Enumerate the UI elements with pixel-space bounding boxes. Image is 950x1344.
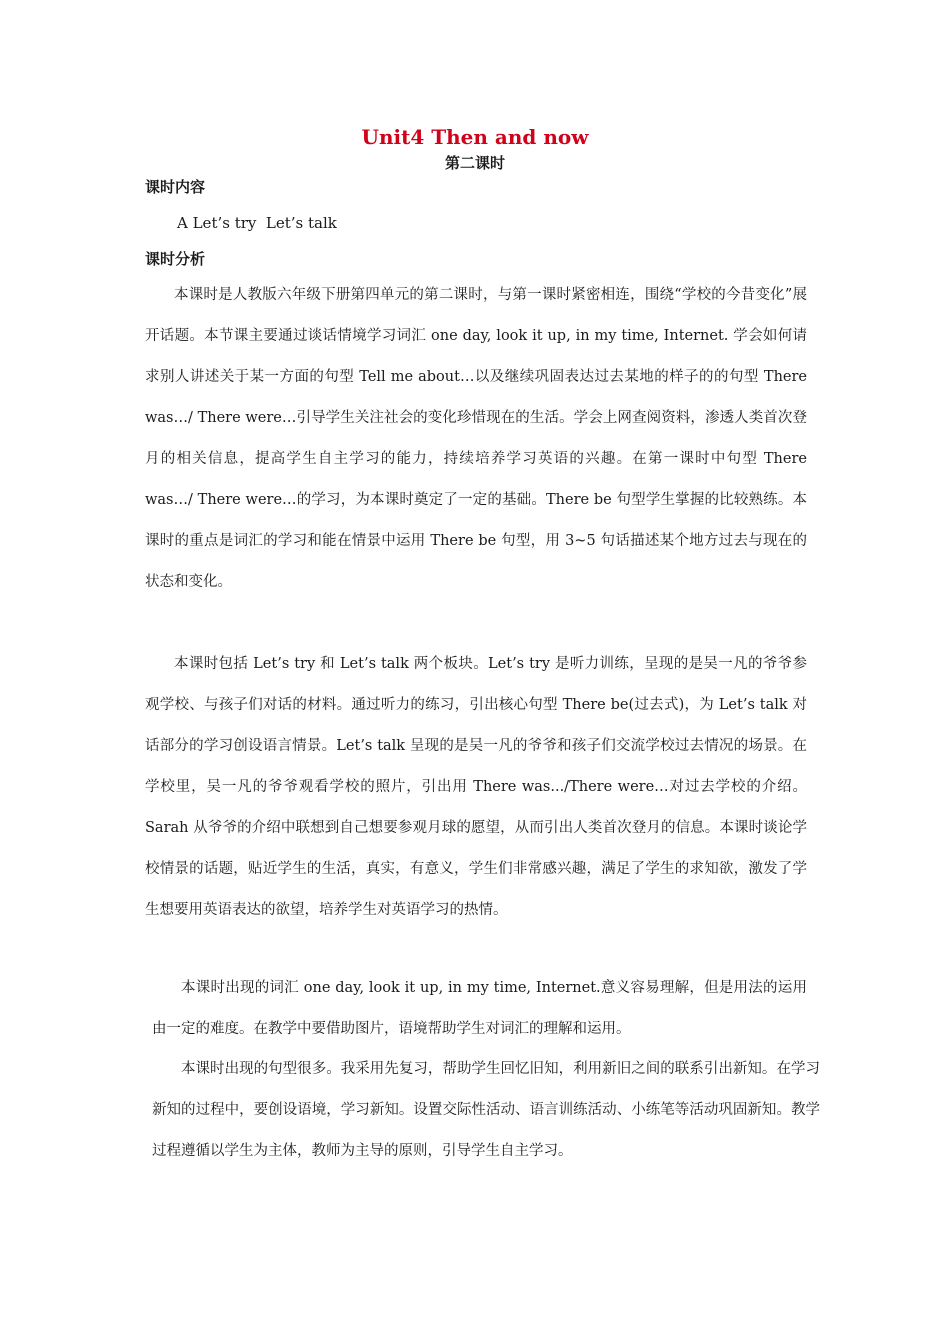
analysis-paragraph-1: 本课时是人教版六年级下册第四单元的第二课时，与第一课时紧密相连，围绕“学校的今昔变化”展开话题。本节课主要通过谈话情境学习词汇 one day, look it up, in my time, Internet. 学会如何请求别人讲述关于某一方面的句型 Tell me about…以及继续巩固表达过去某地的样子的的句型 There was…/ There were…引导学生关注社会的变化珍惜现在的生活。学会上网查阅资料，渗透人类首次登月的相关信息，提高学生自主学习的能力，持续培养学习英语的兴趣。在第一课时中句型 There was…/ There were…的学习，为本课时奠定了一定的基础。There be 句型学生掌握的比较熟练。本课时的重点是词汇的学习和能在情景中运用 There be 句型，用 3~5 句话描述某个地方过去与现在的状态和变化。 <box>145 287 807 590</box>
section-heading-content: 课时内容 <box>145 178 206 196</box>
section-heading-analysis: 课时分析 <box>145 250 206 268</box>
analysis-paragraph-4: 本课时出现的句型很多。我采用先复习，帮助学生回忆旧知，利用新旧之间的联系引出新知。在学习新知的过程中，要创设语境，学习新知。设置交际性活动、语言训练活动、小练笔等活动巩固新知。教学过程遵循以学生为主体，教师为主导的原则，引导学生自主学习。 <box>152 1061 820 1159</box>
lesson-content-text: A Let’s try Let’s talk <box>177 214 337 232</box>
lesson-subtitle: 第二课时 <box>444 154 505 172</box>
analysis-paragraph-3: 本课时出现的词汇 one day, look it up, in my time, Internet.意义容易理解，但是用法的运用由一定的难度。在教学中要借助图片，语境帮助学生对词汇的理解和运用。 <box>152 980 807 1037</box>
analysis-paragraph-2: 本课时包括 Let’s try 和 Let’s talk 两个板块。Let’s try 是听力训练，呈现的是吴一凡的爷爷参观学校、与孩子们对话的材料。通过听力的练习，引出核心句型 There be(过去式)，为 Let’s talk 对话部分的学习创设语言情景。Let’s talk 呈现的是吴一凡的爷爷和孩子们交流学校过去情况的场景。在学校里，吴一凡的爷爷观看学校的照片，引出用 There was.../There were…对过去学校的介绍。Sarah 从爷爷的介绍中联想到自己想要参观月球的愿望，从而引出人类首次登月的信息。本课时谈论学校情景的话题，贴近学生的生活，真实，有意义，学生们非常感兴趣，满足了学生的求知欲，激发了学生想要用英语表达的欲望，培养学生对英语学习的热情。 <box>145 656 807 918</box>
document-title: Unit4 Then and now <box>361 125 589 149</box>
